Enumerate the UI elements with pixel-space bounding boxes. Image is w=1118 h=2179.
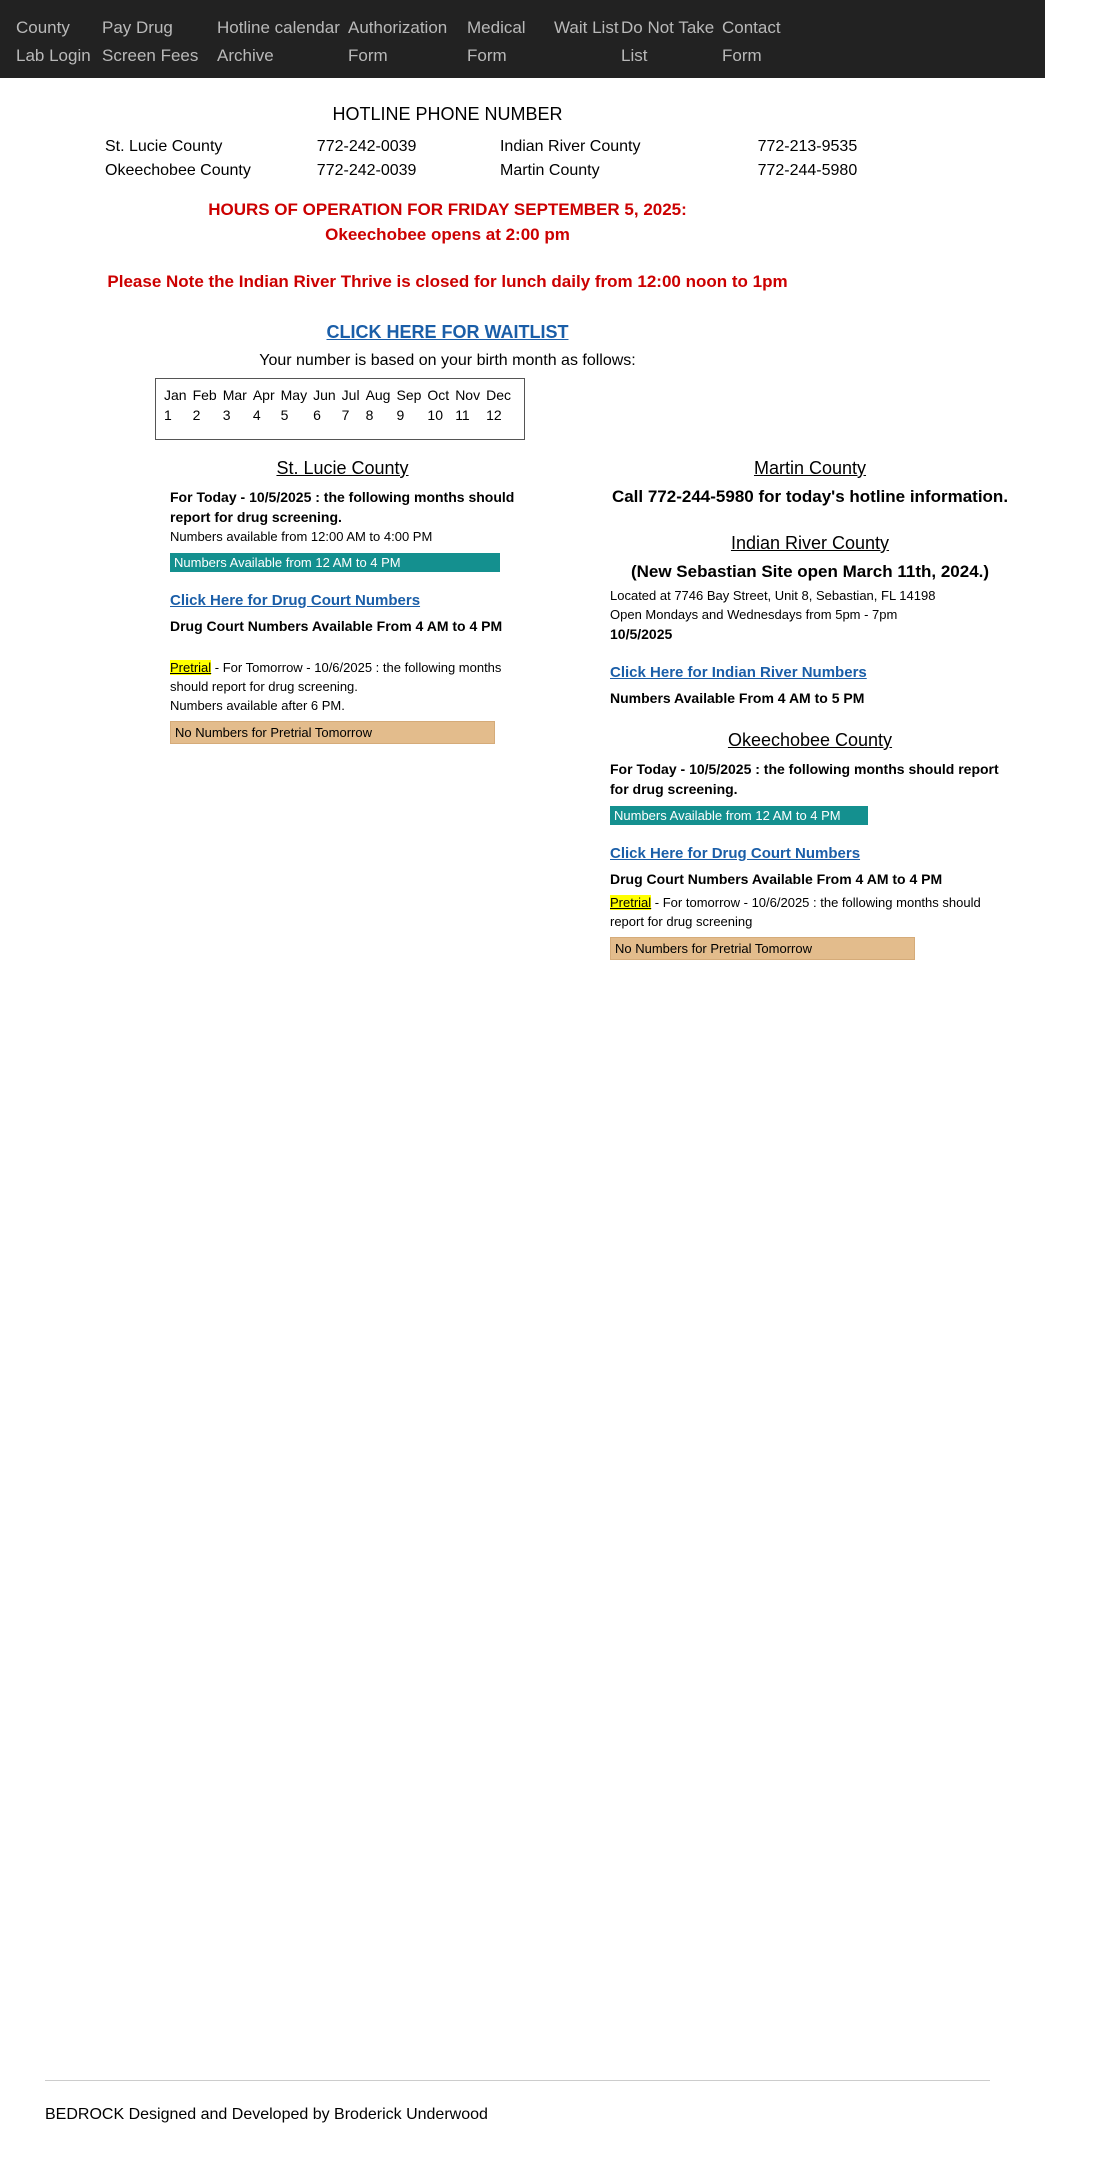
waitlist-link-container [0, 322, 895, 343]
table-row-month-numbers [164, 405, 517, 425]
nav-item-do-not-take-list[interactable]: Do Not Take List [621, 18, 715, 65]
waitlist-link[interactable]: CLICK HERE FOR WAITLIST [326, 322, 569, 342]
okeechobee-pretrial-bar: No Numbers for Pretrial Tomorrow [610, 937, 915, 960]
martin-county-block [610, 458, 1010, 507]
counties-section [0, 458, 1045, 956]
st-lucie-availability: Numbers available from 12:00 AM to 4:00 PM [170, 529, 433, 544]
indian-river-new-site: (New Sebastian Site open March 11th, 2024.) [630, 562, 990, 581]
okeechobee-drug-court-link[interactable]: Click Here for Drug Court Numbers [610, 845, 861, 862]
okeechobee-today-line-2: for drug screening. [610, 781, 738, 797]
month-number: 5 [280, 407, 289, 423]
page-footer [0, 2080, 1045, 2124]
phone-indian-river: 772-213-9535 [757, 138, 858, 155]
month-number: 10 [427, 407, 443, 423]
hours-of-operation [0, 197, 895, 247]
table-row-month-names [164, 385, 517, 405]
month-name: Jan [164, 387, 187, 403]
phone-martin: 772-244-5980 [757, 162, 858, 179]
table-row [105, 159, 895, 183]
spacer [610, 708, 1010, 730]
month-name: Sep [396, 387, 422, 403]
nav-item-medical-form[interactable]: Medical Form [467, 18, 526, 65]
indian-river-heading: Indian River County [730, 533, 890, 553]
month-name: Feb [192, 387, 217, 403]
month-number: 6 [313, 407, 321, 423]
nav-item-wait-list[interactable]: Wait List [554, 18, 619, 37]
footer-credit: BEDROCK Designed and Developed by Broderick Underwood [45, 2106, 488, 2123]
st-lucie-pretrial-bar: No Numbers for Pretrial Tomorrow [170, 721, 495, 744]
month-number: 7 [341, 407, 350, 423]
month-number: 2 [192, 407, 201, 423]
hotline-phone-table [105, 135, 895, 183]
st-lucie-heading: St. Lucie County [276, 458, 409, 478]
hours-line-2: Okeechobee opens at 2:00 pm [325, 225, 570, 244]
okeechobee-pretrial-rest: - For tomorrow - 10/6/2025 : the following months should [651, 895, 981, 910]
okeechobee-heading: Okeechobee County [727, 730, 893, 750]
st-lucie-numbers-bar: Numbers Available from 12 AM to 4 PM [170, 553, 500, 572]
month-name: Dec [486, 387, 511, 403]
phone-st-lucie: 772-242-0039 [316, 138, 417, 155]
st-lucie-pretrial-rest: - For Tomorrow - 10/6/2025 : the following months [211, 660, 502, 675]
nav-item-contact-form[interactable]: Contact Form [722, 18, 781, 65]
okeechobee-pretrial-line [610, 893, 1010, 912]
indian-river-county-block [610, 533, 1010, 708]
indian-river-hours: Numbers Available From 4 AM to 5 PM [610, 690, 865, 706]
indian-river-numbers-link[interactable]: Click Here for Indian River Numbers [610, 664, 867, 681]
month-name: Jul [341, 387, 360, 403]
hotline-phone-title: HOTLINE PHONE NUMBER [332, 104, 563, 124]
county-name-indian-river: Indian River County [499, 138, 641, 155]
month-name: May [280, 387, 308, 403]
birth-month-table-box [155, 378, 525, 440]
okeechobee-pretrial-label: Pretrial [610, 895, 652, 910]
st-lucie-drug-court-link[interactable]: Click Here for Drug Court Numbers [170, 592, 421, 609]
okeechobee-drug-court-hours: Drug Court Numbers Available From 4 AM to 4 PM [610, 871, 943, 887]
indian-river-date: 10/5/2025 [610, 626, 673, 642]
hours-line-1: HOURS OF OPERATION FOR FRIDAY SEPTEMBER 5, 2025: [208, 200, 687, 219]
okeechobee-today-line-1: For Today - 10/5/2025 : the following months should report [610, 761, 999, 777]
st-lucie-pretrial-line-2: should report for drug screening. [170, 679, 358, 694]
okeechobee-numbers-bar: Numbers Available from 12 AM to 4 PM [610, 806, 868, 825]
indian-river-open-days: Open Mondays and Wednesdays from 5pm - 7pm [610, 607, 898, 622]
nav-item-county-lab-login[interactable]: County Lab Login [16, 18, 91, 65]
birth-month-note: Your number is based on your birth month as follows: [259, 352, 636, 369]
month-number: 8 [365, 407, 374, 423]
month-number: 12 [486, 407, 502, 423]
table-row [105, 135, 895, 159]
month-number: 3 [222, 407, 231, 423]
martin-call-line: Call 772-244-5980 for today's hotline information. [611, 487, 1009, 506]
indian-river-address: Located at 7746 Bay Street, Unit 8, Sebastian, FL 14198 [610, 588, 936, 603]
okeechobee-pretrial-line-2: report for drug screening [610, 914, 753, 929]
right-counties-column [610, 458, 1010, 960]
main-navigation [0, 0, 1045, 78]
nav-item-pay-drug-screen-fees[interactable]: Pay Drug Screen Fees [102, 18, 199, 65]
st-lucie-today-line-1: For Today - 10/5/2025 : the following months should [170, 489, 515, 505]
st-lucie-pretrial-line-3: Numbers available after 6 PM. [170, 698, 345, 713]
spacer [170, 636, 515, 658]
lunch-closure-notice: Please Note the Indian River Thrive is closed for lunch daily from 12:00 noon to 1pm [107, 272, 788, 291]
nav-item-authorization-form[interactable]: Authorization Form [348, 18, 448, 65]
spacer [610, 511, 1010, 533]
st-lucie-county-block [170, 458, 515, 744]
okeechobee-county-block [610, 730, 1010, 960]
footer-divider [45, 2080, 990, 2081]
st-lucie-pretrial-label: Pretrial [170, 660, 212, 675]
month-name: Aug [365, 387, 391, 403]
nav-item-hotline-calendar-archive[interactable]: Hotline calendar Archive [217, 18, 340, 65]
st-lucie-pretrial-line [170, 658, 515, 677]
month-number: 11 [455, 407, 470, 423]
st-lucie-drug-court-hours: Drug Court Numbers Available From 4 AM to 4 PM [170, 618, 503, 634]
phone-okeechobee: 772-242-0039 [316, 162, 417, 179]
month-name: Jun [313, 387, 336, 403]
county-name-martin: Martin County [499, 162, 600, 179]
county-name-okeechobee: Okeechobee County [105, 162, 251, 179]
month-name: Apr [252, 387, 275, 403]
month-number: 4 [252, 407, 261, 423]
month-number: 9 [396, 407, 405, 423]
month-name: Oct [427, 387, 450, 403]
month-number: 1 [164, 407, 172, 423]
month-name: Nov [455, 387, 481, 403]
county-name-st-lucie: St. Lucie County [105, 138, 223, 155]
martin-heading: Martin County [753, 458, 867, 478]
st-lucie-today-line-2: report for drug screening. [170, 509, 342, 525]
month-name: Mar [222, 387, 247, 403]
birth-month-table [164, 385, 517, 425]
